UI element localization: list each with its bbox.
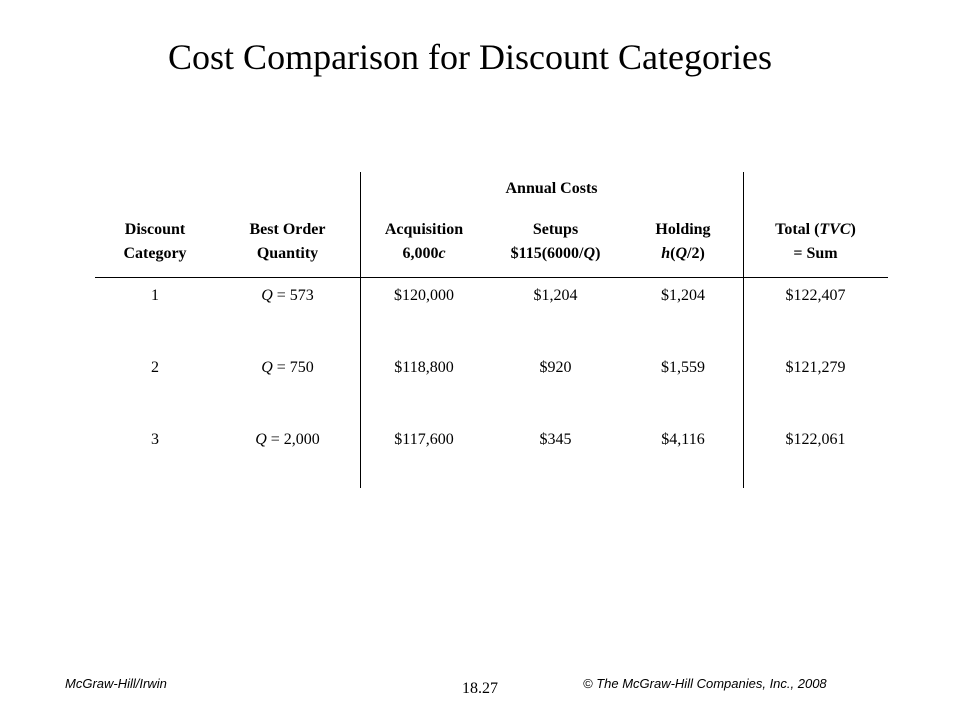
table-row-2-setups: $920 (539, 359, 572, 376)
header-discount-category: Discount Category (123, 221, 187, 262)
table-row-1-total: $122,407 (785, 287, 846, 304)
table-row-2-acquisition: $118,800 (394, 359, 454, 376)
slide-title: Cost Comparison for Discount Categories (168, 37, 772, 77)
table-row-3-category: 3 (151, 431, 159, 448)
table-row-2-category: 2 (151, 359, 159, 376)
footer-publisher: McGraw-Hill/Irwin (65, 676, 167, 691)
table-row-1-acquisition: $120,000 (394, 287, 454, 304)
table-row-1-category: 1 (151, 287, 159, 304)
header-total: Total (TVC) = Sum (775, 221, 856, 262)
header-holding: Holding h(Q/2) (655, 221, 711, 262)
header-acquisition: Acquisition 6,000c (384, 221, 464, 262)
table-row-3-total: $122,061 (785, 431, 846, 448)
table-header-rule (95, 277, 888, 278)
table-row-3-holding: $4,116 (661, 431, 705, 448)
table-row-2-total: $121,279 (785, 359, 846, 376)
table-row-3-quantity: Q = 2,000 (255, 431, 320, 448)
slide-number: 18.27 (462, 680, 498, 697)
annual-costs-header: Annual Costs (505, 180, 598, 197)
header-best-order-quantity: Best Order Quantity (249, 221, 326, 262)
table-row-1-quantity: Q = 573 (261, 287, 314, 304)
header-setups: Setups $115(6000/Q) (510, 221, 601, 262)
table-row-3-acquisition: $117,600 (394, 431, 454, 448)
table-row-2-holding: $1,559 (661, 359, 705, 376)
table-row-2-quantity: Q = 750 (261, 359, 314, 376)
table-row-1-holding: $1,204 (661, 287, 705, 304)
table-row-3-setups: $345 (539, 431, 572, 448)
footer-copyright: © The McGraw-Hill Companies, Inc., 2008 (583, 676, 827, 691)
table-row-1-setups: $1,204 (533, 287, 578, 304)
